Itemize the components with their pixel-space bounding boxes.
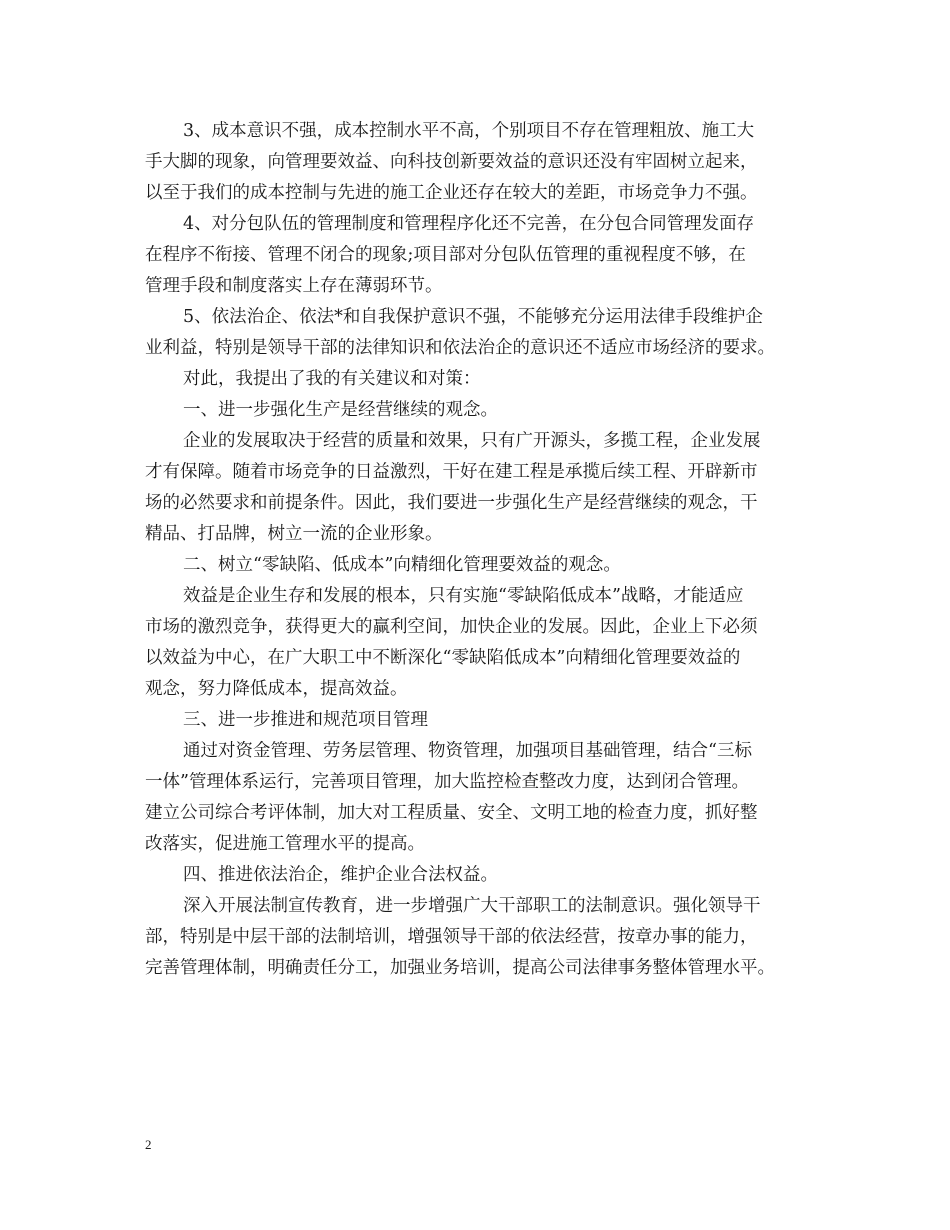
text-line: 效益是企业生存和发展的根本，只有实施“零缺陷低成本”战略，才能适应 (183, 586, 744, 606)
text-line: 完善管理体制，明确责任分工，加强业务培训，提高公司法律事务整体管理水平。 (145, 958, 775, 978)
text-line: 管理手段和制度落实上存在薄弱环节。 (145, 276, 443, 296)
text-line: 观念，努力降低成本，提高效益。 (145, 679, 408, 699)
text-line: 5、依法治企、依法*和自我保护意识不强，不能够充分运用法律手段维护企 (183, 307, 763, 327)
text-line: 在程序不衔接、管理不闭合的现象;项目部对分包队伍管理的重视程度不够，在 (145, 245, 746, 265)
text-line: 手大脚的现象，向管理要效益、向科技创新要效益的意识还没有牢固树立起来， (145, 152, 758, 172)
text-line: 4、对分包队伍的管理制度和管理程序化还不完善，在分包合同管理发面存 (183, 214, 755, 234)
text-line: 四、推进依法治企，维护企业合法权益。 (183, 865, 498, 885)
text-line: 3、成本意识不强，成本控制水平不高，个别项目不存在管理粗放、施工大 (183, 121, 755, 141)
text-line: 才有保障。随着市场竞争的日益激烈，干好在建工程是承揽后续工程、开辟新市 (145, 462, 758, 482)
text-line: 一、进一步强化生产是经营继续的观念。 (183, 400, 498, 420)
text-line: 通过对资金管理、劳务层管理、物资管理，加强项目基础管理，结合“三标 (183, 741, 752, 761)
text-line: 以至于我们的成本控制与先进的施工企业还存在较大的差距，市场竞争力不强。 (145, 183, 758, 203)
text-line: 改落实，促进施工管理水平的提高。 (145, 834, 425, 854)
text-line: 场的必然要求和前提条件。因此，我们要进一步强化生产是经营继续的观念，干 (145, 493, 758, 513)
text-line: 对此，我提出了我的有关建议和对策： (183, 369, 481, 389)
text-line: 三、进一步推进和规范项目管理 (183, 710, 428, 730)
text-line: 深入开展法制宣传教育，进一步增强广大干部职工的法制意识。强化领导干 (183, 896, 761, 916)
text-line: 一体”管理体系运行，完善项目管理，加大监控检查整改力度，达到闭合管理。 (145, 772, 749, 792)
body-text (145, 116, 810, 984)
text-line: 以效益为中心，在广大职工中不断深化“零缺陷低成本”向精细化管理要效益的 (145, 648, 741, 668)
text-line: 业利益，特别是领导干部的法律知识和依法治企的意识还不适应市场经济的要求。 (145, 338, 775, 358)
text-line: 建立公司综合考评体制，加大对工程质量、安全、文明工地的检查力度，抓好整 (145, 803, 758, 823)
text-line: 精品、打品牌，树立一流的企业形象。 (145, 524, 443, 544)
text-line: 市场的激烈竞争，获得更大的赢利空间，加快企业的发展。因此，企业上下必须 (145, 617, 758, 637)
text-line: 部，特别是中层干部的法制培训，增强领导干部的依法经营，按章办事的能力， (145, 927, 758, 947)
page-number: 2 (145, 1137, 152, 1152)
text-line: 二、树立“零缺陷、低成本”向精细化管理要效益的观念。 (183, 555, 621, 575)
text-line: 企业的发展取决于经营的质量和效果，只有广开源头，多揽工程，企业发展 (183, 431, 761, 451)
